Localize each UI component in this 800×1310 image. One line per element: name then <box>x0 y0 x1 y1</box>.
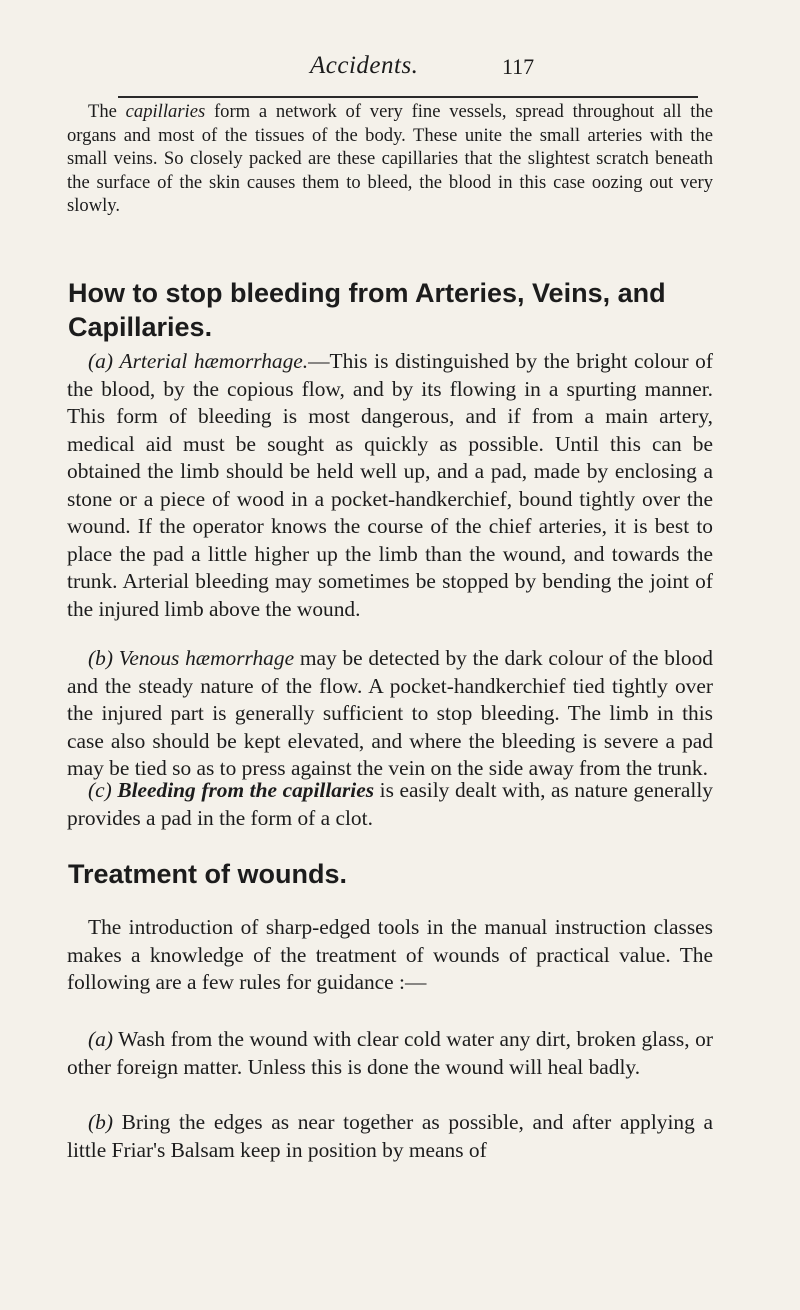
rule-marker-b: (b) <box>88 1110 113 1134</box>
rule-item <box>67 1026 713 1081</box>
paragraph-arterial <box>67 348 713 623</box>
intro-text-before: The <box>88 101 126 122</box>
capillary-title: Bleeding from the capillaries <box>117 778 375 802</box>
marker-c: (c) <box>88 778 112 802</box>
paragraph-capillary <box>67 777 713 832</box>
arterial-text: —This is distinguished by the bright colour of the blood, by the copious flow, and by its flowing in a spurting manner. This form of bleeding is most dangerous, and if from a main artery, medical aid must be sought as quickly as possible. Until this can be obtained the limb should be held well up, and a pad, made by enclosing a stone or a piece of wood in a pocket-handkerchief, bound tightly over the wound. If the operator knows the course of the chief arteries, it is best to place the pad a little higher up the limb than the wound, and towards the trunk. Arterial bleeding may sometimes be stopped by bending the joint of the injured limb above the wound. <box>67 349 713 621</box>
paragraph-wounds-intro: The introduction of sharp-edged tools in the manual instruction classes makes a knowledge of the treatment of wounds of practical value. The following are a few rules for guidance :— <box>67 915 713 994</box>
rule-text-b: Bring the edges as near together as possible, and after applying a little Friar's Balsam keep in position by means of <box>67 1110 713 1162</box>
marker-a: (a) <box>88 349 113 373</box>
running-title: Accidents. <box>310 52 419 79</box>
intro-paragraph <box>67 100 713 218</box>
arterial-title: Arterial hæmorrhage. <box>119 349 309 373</box>
marker-b: (b) <box>88 646 113 670</box>
intro-italic-term: capillaries <box>125 101 206 122</box>
rule-marker-a: (a) <box>88 1027 113 1051</box>
paragraph-venous <box>67 645 713 783</box>
section-heading-bleeding: How to stop bleeding from Arteries, Veins, and Capillaries. <box>68 278 666 342</box>
running-head <box>0 44 800 84</box>
venous-title: Venous hæmorrhage <box>118 646 295 670</box>
rule-text-a: Wash from the wound with clear cold water any dirt, broken glass, or other foreign matter. Unless this is done the wound will heal badly. <box>67 1027 713 1079</box>
section-heading-wounds: Treatment of wounds. <box>68 859 348 889</box>
intro-text: form a network of very fine vessels, spread throughout all the organs and most of the tissues of the body. These unite the small arteries with the small veins. So closely packed are these capillaries that the slightest scratch beneath the surface of the skin causes them to bleed, the blood in this case oozing out very slowly. <box>67 101 713 217</box>
capillary-text: is easily dealt with, as nature generally provides a pad in the form of a clot. <box>67 778 713 830</box>
header-rule <box>118 96 698 98</box>
page-number: 117 <box>502 54 535 79</box>
venous-text: may be detected by the dark colour of the blood and the steady nature of the flow. A pocket-handkerchief tied tightly over the injured part is generally sufficient to stop bleeding. The limb in this case also should be kept elevated, and where the bleeding is severe a pad may be tied so as to press against the vein on the side away from the trunk. <box>67 646 713 780</box>
rule-item <box>67 1109 713 1164</box>
